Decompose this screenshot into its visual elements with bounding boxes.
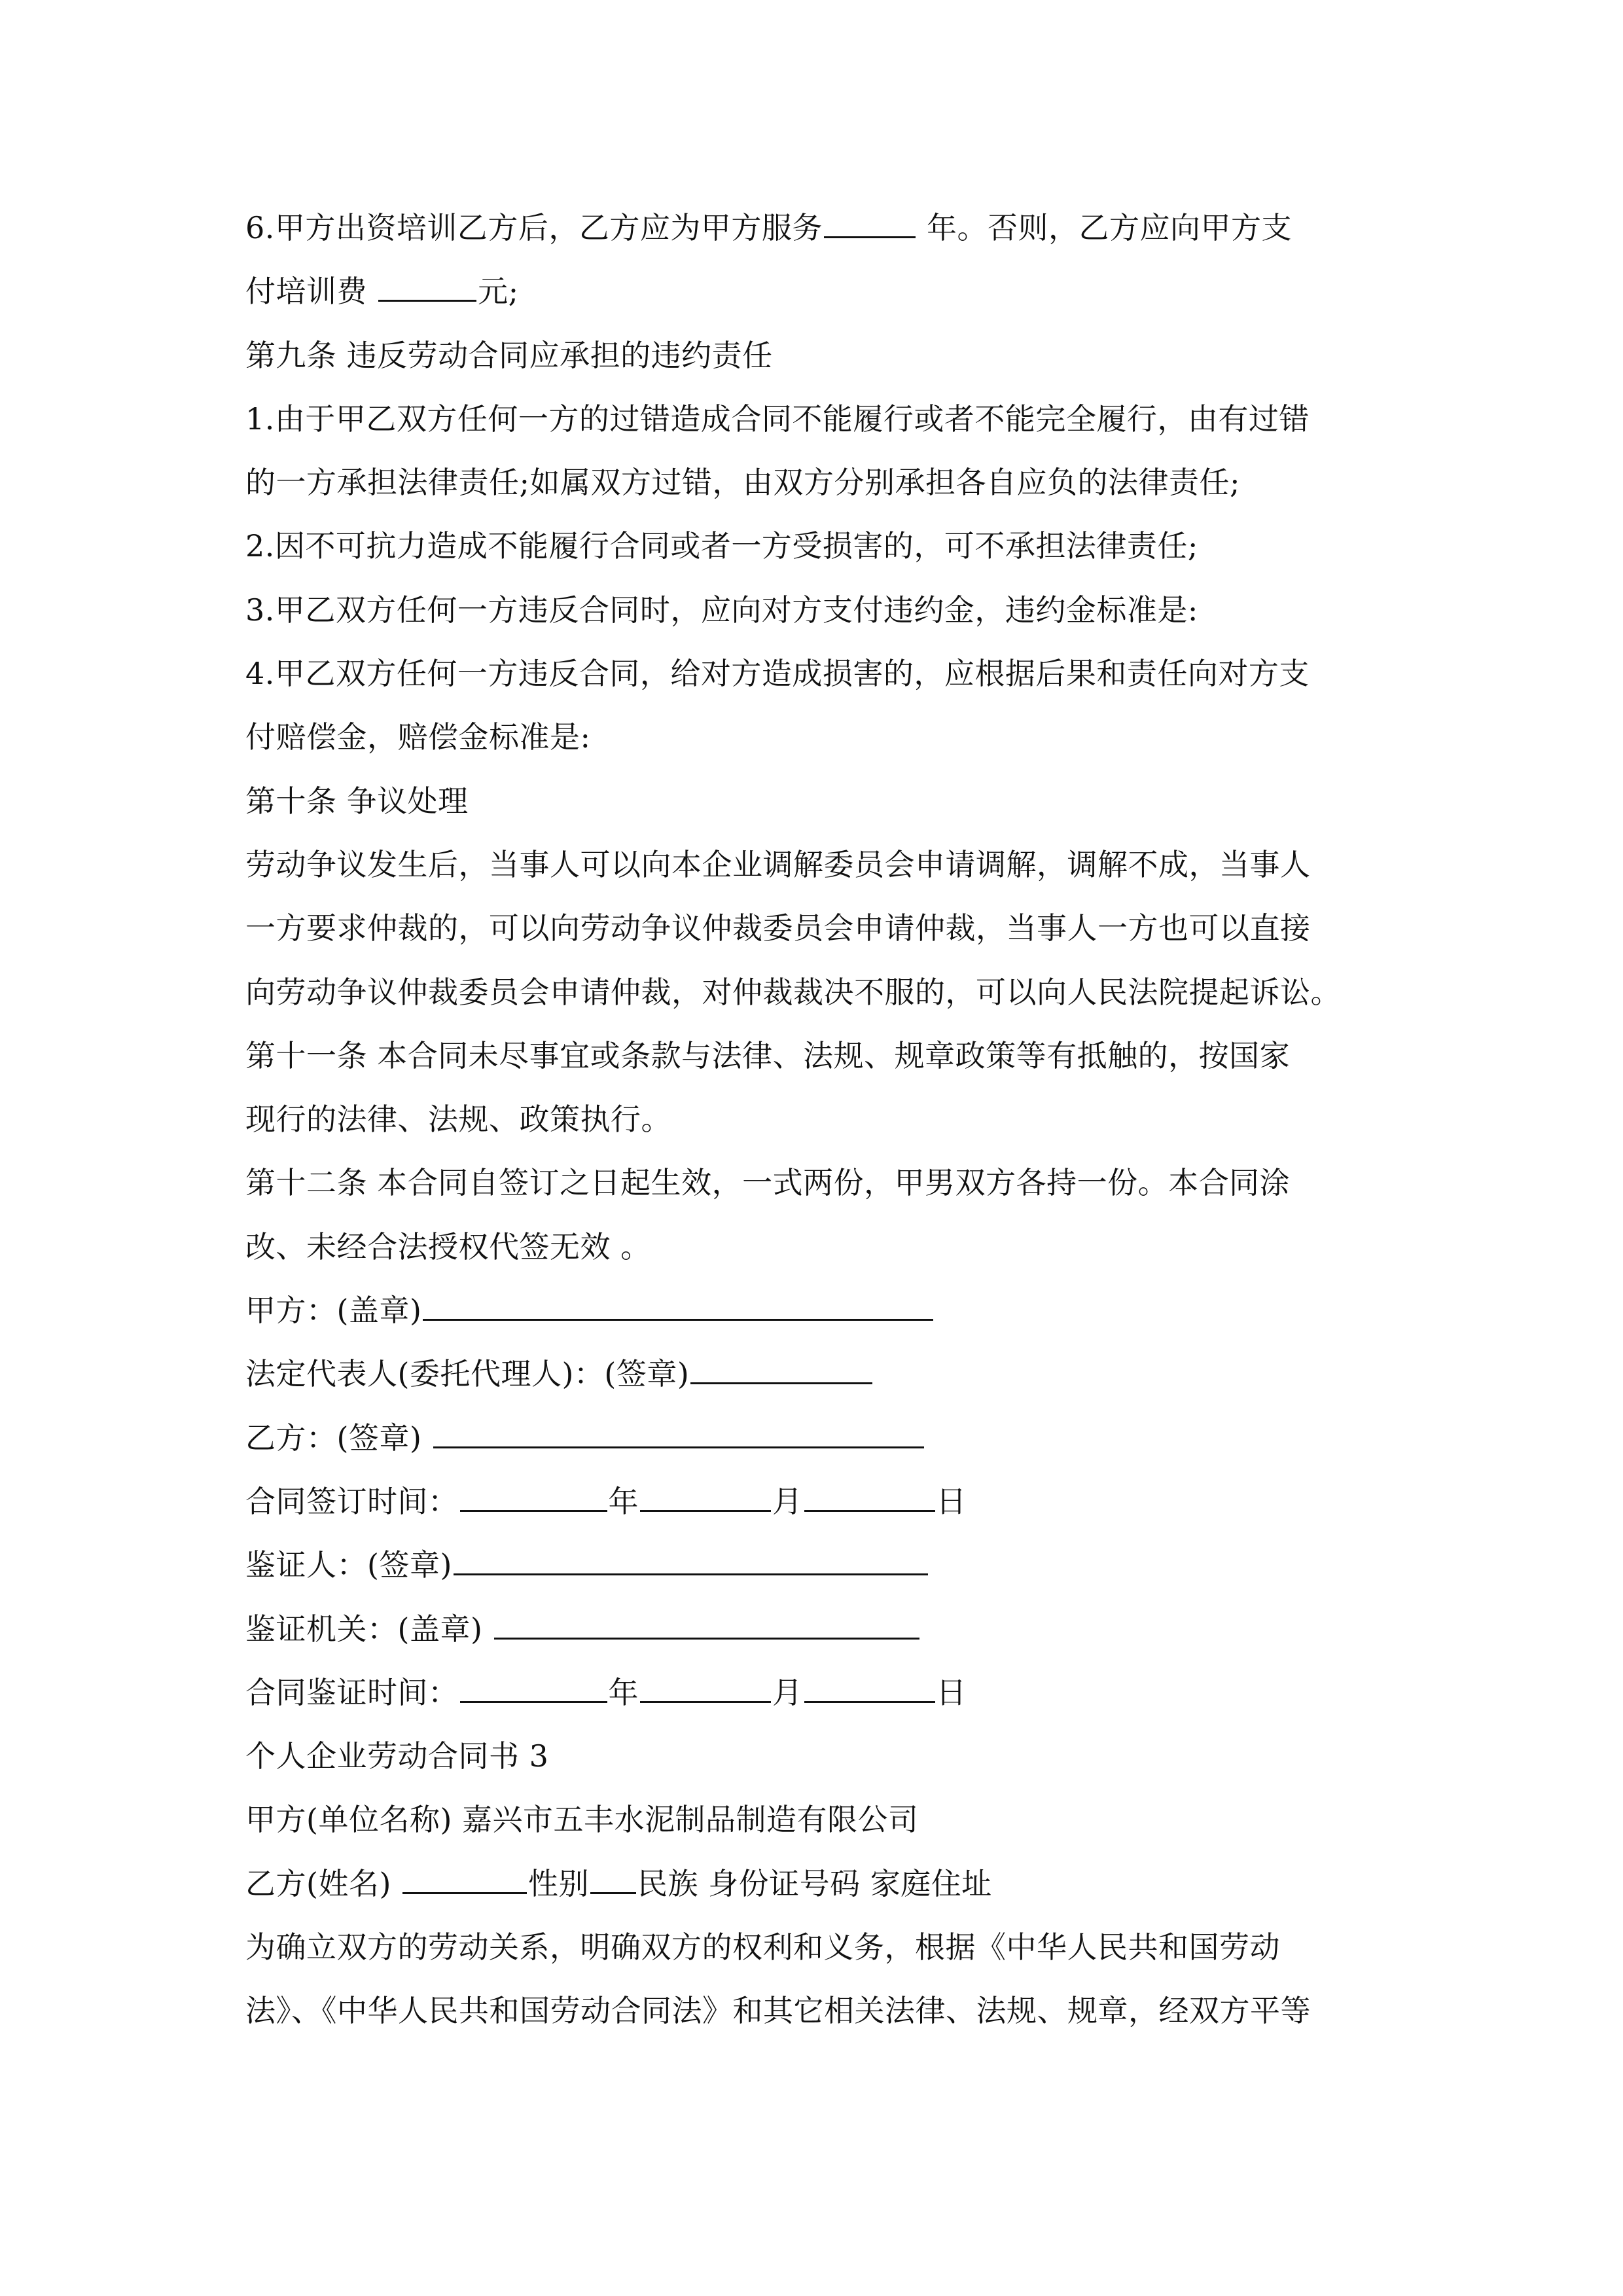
document-page	[245, 196, 1384, 2043]
legal-rep-label: 法定代表人(委托代理人)：(签章)	[245, 1356, 690, 1392]
verifying-org-seal-blank[interactable]	[494, 1611, 919, 1640]
clause-11-line: 第十一条 本合同未尽事宜或条款与法律、法规、规章政策等有抵触的，按国家	[245, 1037, 1291, 1073]
verify-year-blank[interactable]	[460, 1675, 607, 1703]
party-b-signature-row	[245, 1407, 1384, 1470]
gender-blank[interactable]	[590, 1866, 636, 1894]
legal-rep-sign-blank[interactable]	[690, 1356, 872, 1384]
year-label: 年	[608, 1674, 639, 1710]
paragraph-line: 现行的法律、法规、政策执行。	[245, 1102, 671, 1138]
sign-date-label: 合同签订时间：	[245, 1483, 459, 1519]
paragraph-line: 改、未经合法授权代签无效 。	[245, 1229, 651, 1265]
paragraph-line: 3.甲乙双方任何一方违反合同时，应向对方支付违约金，违约金标准是:	[245, 592, 1198, 628]
clause-10-heading: 第十条 争议处理	[245, 783, 469, 819]
party-a-signature-row	[245, 1279, 1384, 1342]
day-label: 日	[936, 1483, 967, 1519]
text: 年。否则，乙方应向甲方支	[916, 210, 1293, 245]
verify-date-label: 合同鉴证时间：	[245, 1674, 459, 1710]
paragraph-line: 付赔偿金，赔偿金标准是:	[245, 719, 591, 755]
verifying-org-row	[245, 1598, 1384, 1661]
verifier-row	[245, 1534, 1384, 1597]
training-fee-blank[interactable]	[378, 274, 476, 302]
paragraph-line: 2.因不可抗力造成不能履行合同或者一方受损害的，可不承担法律责任;	[245, 528, 1198, 564]
verifier-label: 鉴证人：(签章)	[245, 1547, 452, 1583]
contract-3-party-b-row	[245, 1852, 1384, 1916]
paragraph-line: 一方要求仲裁的，可以向劳动争议仲裁委员会申请仲裁，当事人一方也可以直接	[245, 910, 1311, 946]
contract-3-title: 个人企业劳动合同书 3	[245, 1738, 549, 1774]
text: 元;	[478, 274, 519, 310]
paragraph-line: 劳动争议发生后，当事人可以向本企业调解委员会申请调解，调解不成，当事人	[245, 846, 1311, 882]
other-fields-label: 民族 身份证号码 家庭住址	[637, 1865, 992, 1901]
paragraph-line: 1.由于甲乙双方任何一方的过错造成合同不能履行或者不能完全履行，由有过错	[245, 401, 1310, 437]
verify-date-row	[245, 1661, 1384, 1725]
party-b-name-label: 乙方(姓名)	[245, 1865, 402, 1901]
text: 付培训费	[245, 274, 378, 310]
party-b-name-blank[interactable]	[402, 1866, 527, 1894]
legal-rep-signature-row	[245, 1342, 1384, 1406]
text: 6.甲方出资培训乙方后，乙方应为甲方服务	[245, 210, 823, 245]
paragraph-line: 向劳动争议仲裁委员会申请仲裁，对仲裁裁决不服的，可以向人民法院提起诉讼。	[245, 974, 1341, 1010]
contract-3-party-a: 甲方(单位名称) 嘉兴市五丰水泥制品制造有限公司	[245, 1802, 919, 1838]
party-a-label: 甲方：(盖章)	[245, 1293, 422, 1329]
paragraph-line: 为确立双方的劳动关系，明确双方的权利和义务，根据《中华人民共和国劳动	[245, 1929, 1280, 1965]
verify-day-blank[interactable]	[804, 1675, 935, 1703]
verify-month-blank[interactable]	[640, 1675, 771, 1703]
clause-9-heading: 第九条 违反劳动合同应承担的违约责任	[245, 337, 773, 373]
clause-8-item-6-line1	[245, 196, 1384, 260]
verifier-sign-blank[interactable]	[454, 1547, 928, 1575]
day-label: 日	[936, 1674, 967, 1710]
party-a-seal-blank[interactable]	[423, 1293, 933, 1321]
sign-day-blank[interactable]	[804, 1484, 935, 1512]
paragraph-line: 法》、《中华人民共和国劳动合同法》和其它相关法律、法规、规章，经双方平等	[245, 1993, 1311, 2029]
verifying-org-label: 鉴证机关：(盖章)	[245, 1611, 493, 1647]
gender-label: 性别	[528, 1865, 590, 1901]
sign-month-blank[interactable]	[640, 1484, 771, 1512]
party-b-label: 乙方：(签章)	[245, 1420, 432, 1456]
sign-year-blank[interactable]	[460, 1484, 607, 1512]
paragraph-line: 的一方承担法律责任;如属双方过错，由双方分别承担各自应负的法律责任;	[245, 465, 1240, 501]
sign-date-row	[245, 1470, 1384, 1534]
month-label: 月	[772, 1674, 803, 1710]
service-years-blank[interactable]	[824, 210, 916, 238]
clause-8-item-6-line2	[245, 260, 1384, 323]
year-label: 年	[608, 1483, 639, 1519]
paragraph-line: 4.甲乙双方任何一方违反合同，给对方造成损害的，应根据后果和责任向对方支	[245, 656, 1310, 692]
clause-12-line: 第十二条 本合同自签订之日起生效，一式两份，甲男双方各持一份。本合同涂	[245, 1165, 1291, 1201]
party-b-sign-blank[interactable]	[433, 1420, 924, 1448]
month-label: 月	[772, 1483, 803, 1519]
